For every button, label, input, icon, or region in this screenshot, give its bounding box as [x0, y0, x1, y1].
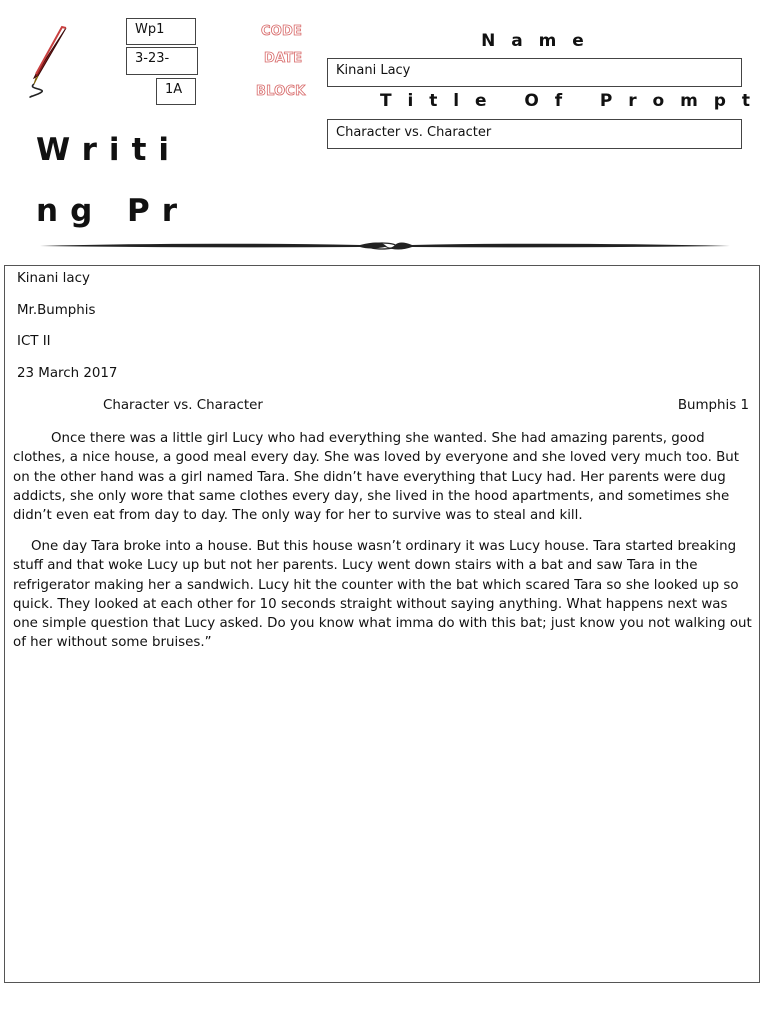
- date-line: 23 March 2017: [17, 366, 118, 381]
- teacher-line: Mr.Bumphis: [17, 303, 96, 318]
- paragraph-2: One day Tara broke into a house. But this house wasn’t ordinary it was Lucy house. Tara started breaking stuff and that woke Lucy up but not her parents. Lucy went down stairs with a bat and saw Tara in the refrigerator making her a sandwich. Lucy hit the counter with the bat which scared Tara so she looked up so quick. They looked at each other for 10 seconds straight without saying anything. What happens next was one simple question that Lucy asked. Do you know what imma do with this bat; just know you not walking out of her without some bruises.”: [13, 539, 752, 651]
- course-line: ICT II: [17, 334, 51, 349]
- essay-title: Character vs. Character: [103, 398, 263, 413]
- quill-pen-icon: [22, 24, 74, 100]
- date-field[interactable]: 3-23-: [126, 47, 198, 75]
- block-label: BLOCK: [256, 84, 306, 99]
- page-title: Writing Pr: [36, 132, 190, 229]
- author-line: Kinani lacy: [17, 271, 90, 286]
- title-heading: T i t l e O f P r o m p t: [380, 91, 755, 111]
- name-field[interactable]: Kinani Lacy: [327, 58, 742, 87]
- block-field[interactable]: 1A: [156, 78, 196, 105]
- ornamental-divider: [40, 236, 730, 254]
- name-heading: N a m e: [481, 31, 589, 51]
- paragraph-1: Once there was a little girl Lucy who had everything she wanted. She had amazing parents, good clothes, a nice house, a good meal every day. She was loved by everyone and she loved very much too. But on the other hand was a girl named Tara. She didn’t have everything that Lucy had. Her parents were dug addicts, she only wore that same clothes every day, she lived in the hood apartments, and sometimes she didn’t even eat from day to day. The only way for her to survive was to steal and kill.: [13, 431, 740, 524]
- title-field[interactable]: Character vs. Character: [327, 119, 742, 149]
- running-head: Bumphis 1: [677, 398, 749, 413]
- code-field[interactable]: Wp1: [126, 18, 196, 45]
- date-label: DATE: [264, 51, 303, 66]
- essay-document: [4, 265, 760, 983]
- code-label: CODE: [261, 24, 303, 39]
